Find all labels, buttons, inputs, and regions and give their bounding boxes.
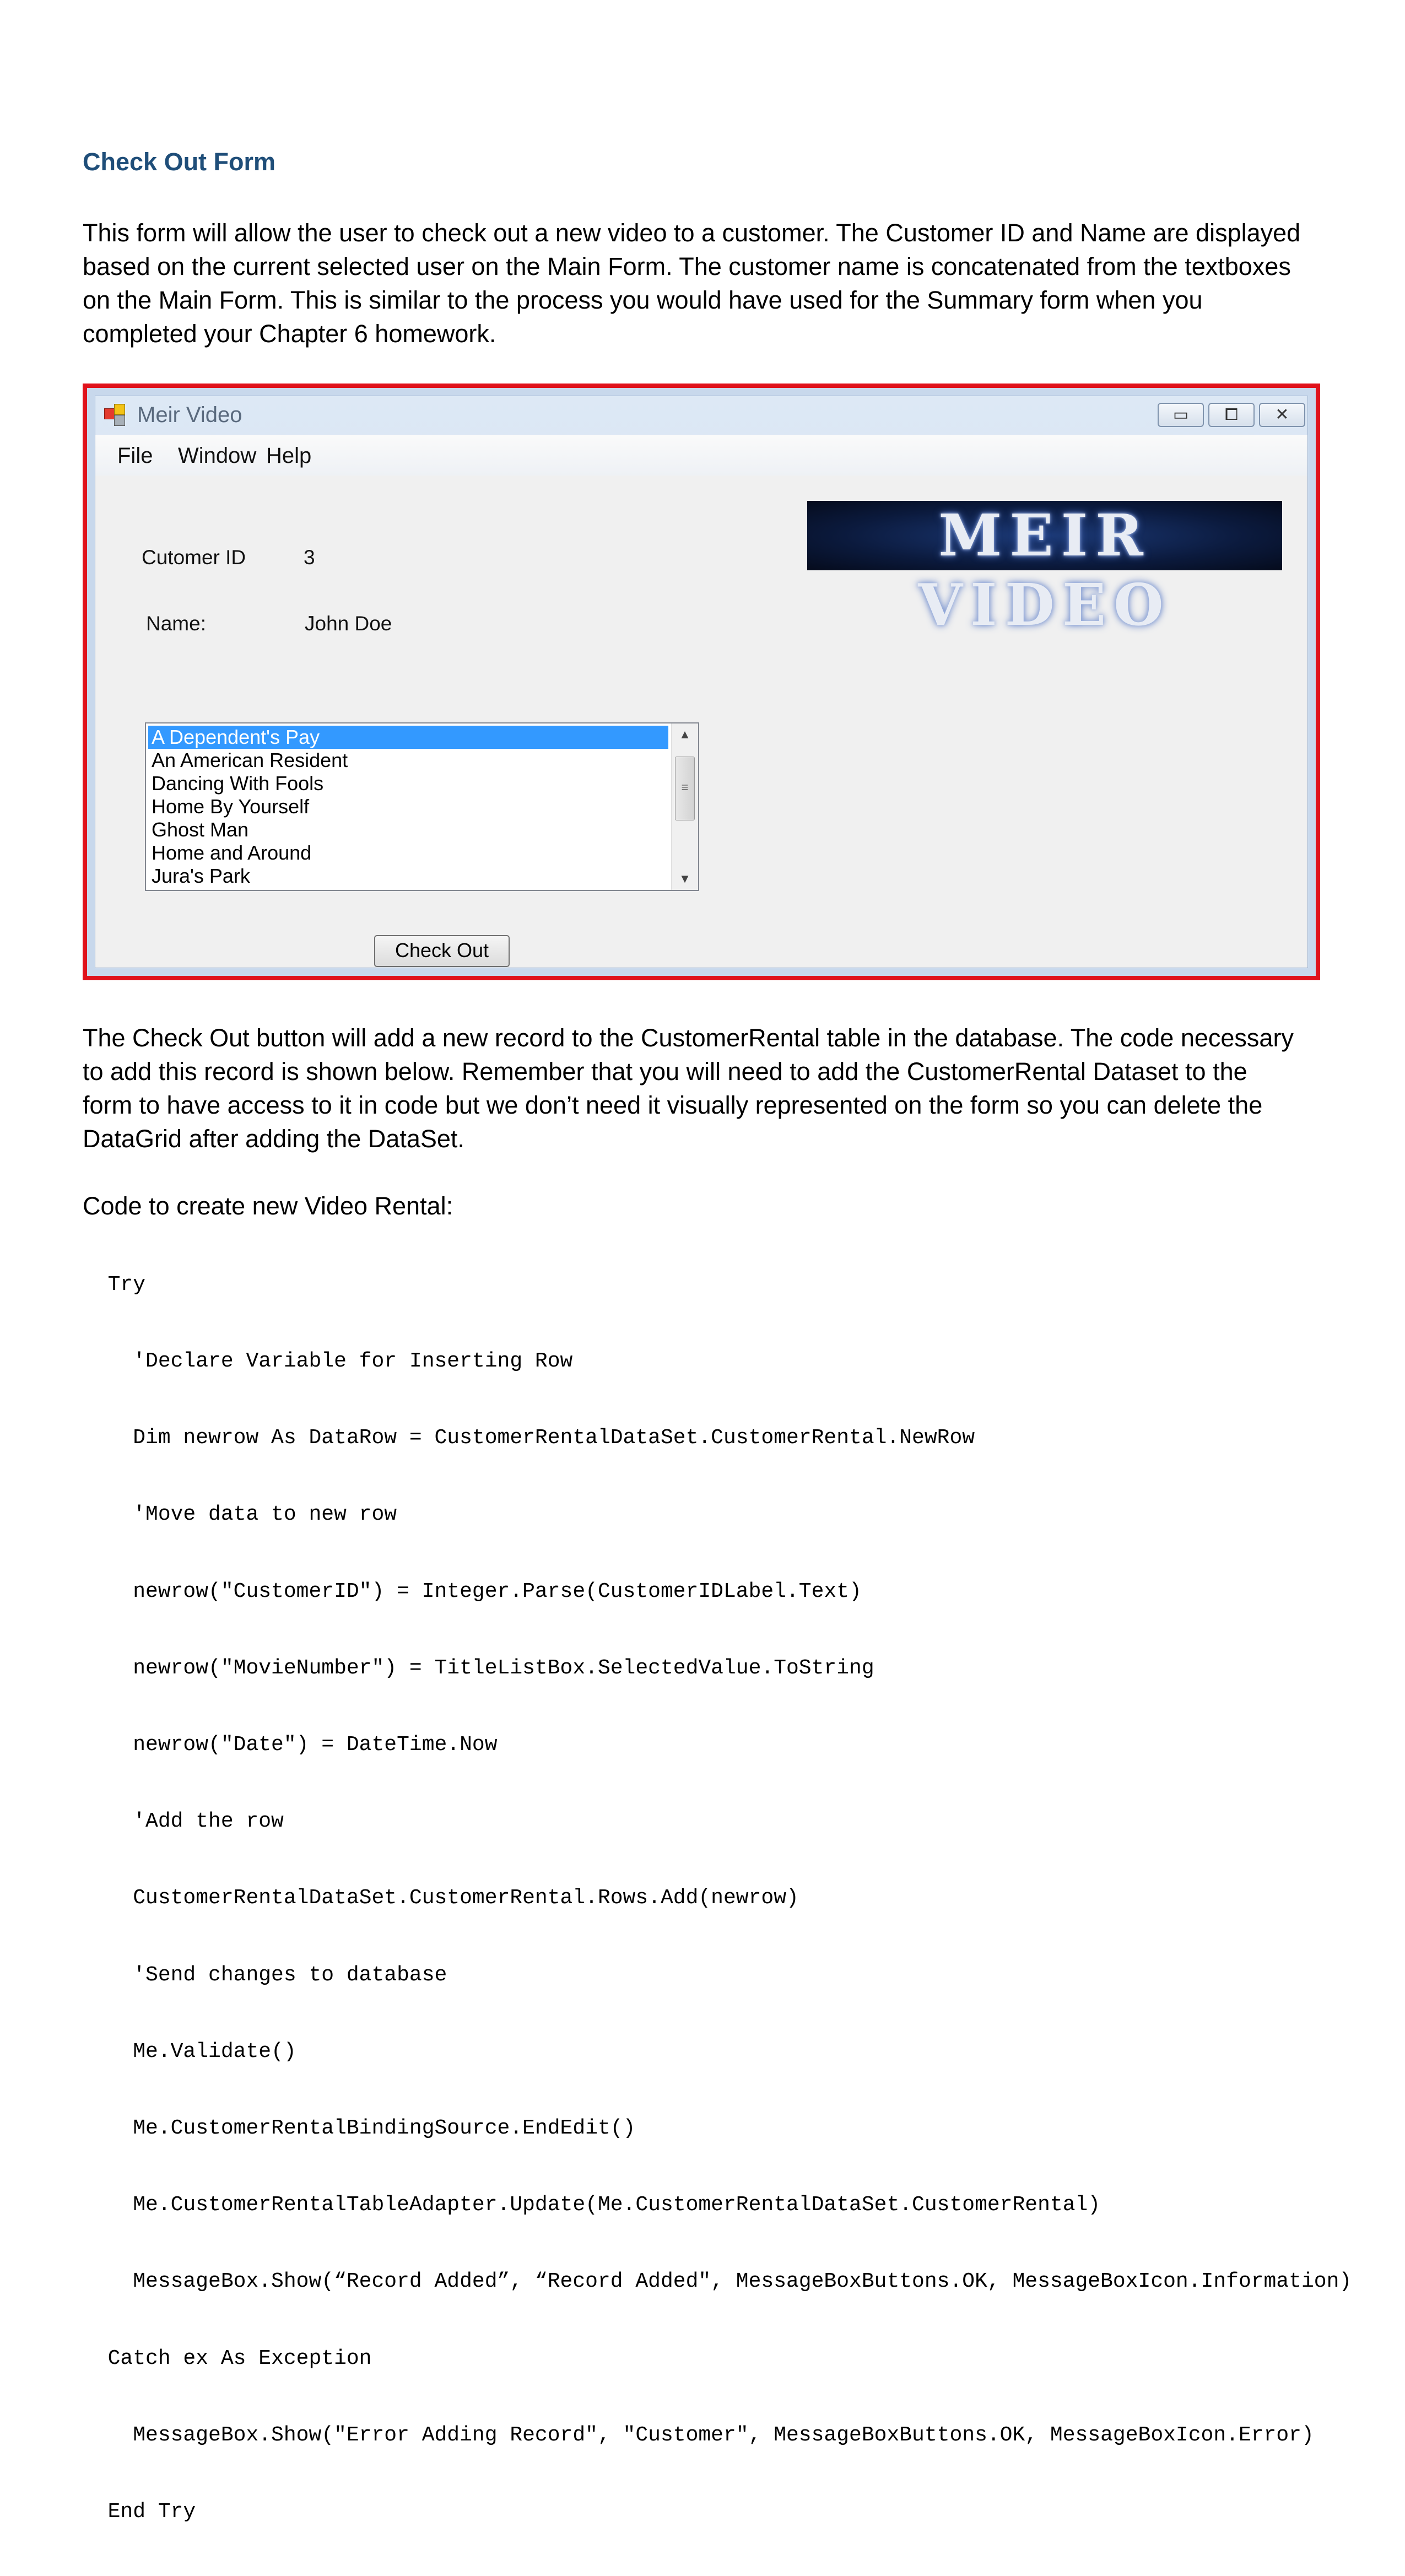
scroll-up-arrow-icon[interactable]: ▲ (679, 727, 691, 741)
list-item[interactable]: Ghost Man (152, 818, 249, 841)
code-line: newrow("Date") = DateTime.Now (83, 1733, 498, 1757)
code-line: Catch ex As Exception (83, 2346, 372, 2370)
maximize-button[interactable]: ⧠ (1208, 403, 1255, 427)
explanation-line: form to have access to it in code but we don’t need it visually represented on the form so you can delete the (83, 1091, 1263, 1119)
intro-line: on the Main Form. This is similar to the process you would have used for the Summary form when you (83, 286, 1203, 314)
app-icon (104, 404, 128, 426)
code-line: newrow("MovieNumber") = TitleListBox.SelectedValue.ToString (83, 1656, 874, 1680)
code-line: 'Declare Variable for Inserting Row (83, 1349, 573, 1374)
list-item-selected[interactable]: A Dependent's Pay (148, 726, 668, 749)
menu-help[interactable]: Help (266, 444, 312, 468)
menu-bar (95, 435, 1307, 476)
close-button[interactable]: ✕ (1259, 403, 1305, 427)
list-item[interactable]: Home and Around (152, 841, 312, 864)
code-line: Me.Validate() (83, 2039, 296, 2064)
name-value: John Doe (305, 612, 392, 635)
list-item[interactable]: An American Resident (152, 749, 348, 771)
explanation-line: to add this record is shown below. Remember that you will need to add the CustomerRental Dataset to the (83, 1057, 1247, 1086)
menu-window[interactable]: Window (178, 444, 257, 468)
form-client-area (95, 435, 1307, 968)
check-out-button[interactable]: Check Out (374, 935, 510, 967)
code-line: 'Send changes to database (83, 1963, 447, 1987)
title-listbox[interactable] (145, 722, 699, 891)
scroll-down-arrow-icon[interactable]: ▼ (679, 872, 691, 885)
scroll-thumb[interactable]: ≡ (675, 757, 695, 820)
code-line: MessageBox.Show(“Record Added”, “Record Added", MessageBoxButtons.OK, MessageBoxIcon.Information) (83, 2270, 1352, 2294)
explanation-line: The Check Out button will add a new record to the CustomerRental table in the database. The code necessary (83, 1024, 1294, 1052)
list-item[interactable]: Dancing With Fools (152, 772, 324, 795)
list-item[interactable]: Home By Yourself (152, 795, 310, 818)
page-title: Check Out Form (83, 148, 276, 176)
minimize-button[interactable]: ▭ (1158, 403, 1204, 427)
code-line: 'Move data to new row (83, 1503, 397, 1527)
window-title: Meir Video (137, 403, 242, 427)
code-line: 'Add the row (83, 1810, 284, 1834)
listbox-scrollbar[interactable] (671, 723, 698, 890)
code-line: MessageBox.Show("Error Adding Record", "Customer", MessageBoxButtons.OK, MessageBoxIcon.Error) (83, 2423, 1314, 2447)
code-line: Me.CustomerRentalTableAdapter.Update(Me.CustomerRentalDataSet.CustomerRental) (83, 2193, 1101, 2217)
menu-file[interactable]: File (117, 444, 153, 468)
code-block (83, 1221, 1352, 2576)
code-line: newrow("CustomerID") = Integer.Parse(CustomerIDLabel.Text) (83, 1579, 862, 1603)
logo-text: MEIR VIDEO (918, 501, 1171, 639)
list-item[interactable]: Jura's Park (152, 865, 250, 887)
code-line: Me.CustomerRentalBindingSource.EndEdit() (83, 2116, 636, 2141)
code-line: CustomerRentalDataSet.CustomerRental.Rows.Add(newrow) (83, 1886, 799, 1910)
explanation-line: DataGrid after adding the DataSet. (83, 1125, 464, 1153)
code-line: Try (83, 1272, 146, 1297)
code-heading: Code to create new Video Rental: (83, 1192, 453, 1220)
meir-video-logo (807, 501, 1282, 639)
explanation-paragraph (83, 1021, 1328, 1155)
intro-line: This form will allow the user to check out a new video to a customer. The Customer ID and Name are displayed (83, 219, 1301, 247)
intro-line: completed your Chapter 6 homework. (83, 320, 496, 348)
customer-id-label: Cutomer ID (142, 546, 246, 569)
name-label: Name: (146, 612, 206, 635)
code-line: Dim newrow As DataRow = CustomerRentalDataSet.CustomerRental.NewRow (83, 1426, 975, 1450)
intro-line: based on the current selected user on the Main Form. The customer name is concatenated from the textboxes (83, 252, 1291, 280)
customer-id-value: 3 (304, 546, 315, 569)
intro-paragraph (83, 216, 1328, 350)
code-line: End Try (83, 2500, 196, 2524)
screenshot-frame (83, 384, 1320, 980)
title-bar[interactable] (95, 396, 1307, 427)
app-window (95, 396, 1308, 968)
